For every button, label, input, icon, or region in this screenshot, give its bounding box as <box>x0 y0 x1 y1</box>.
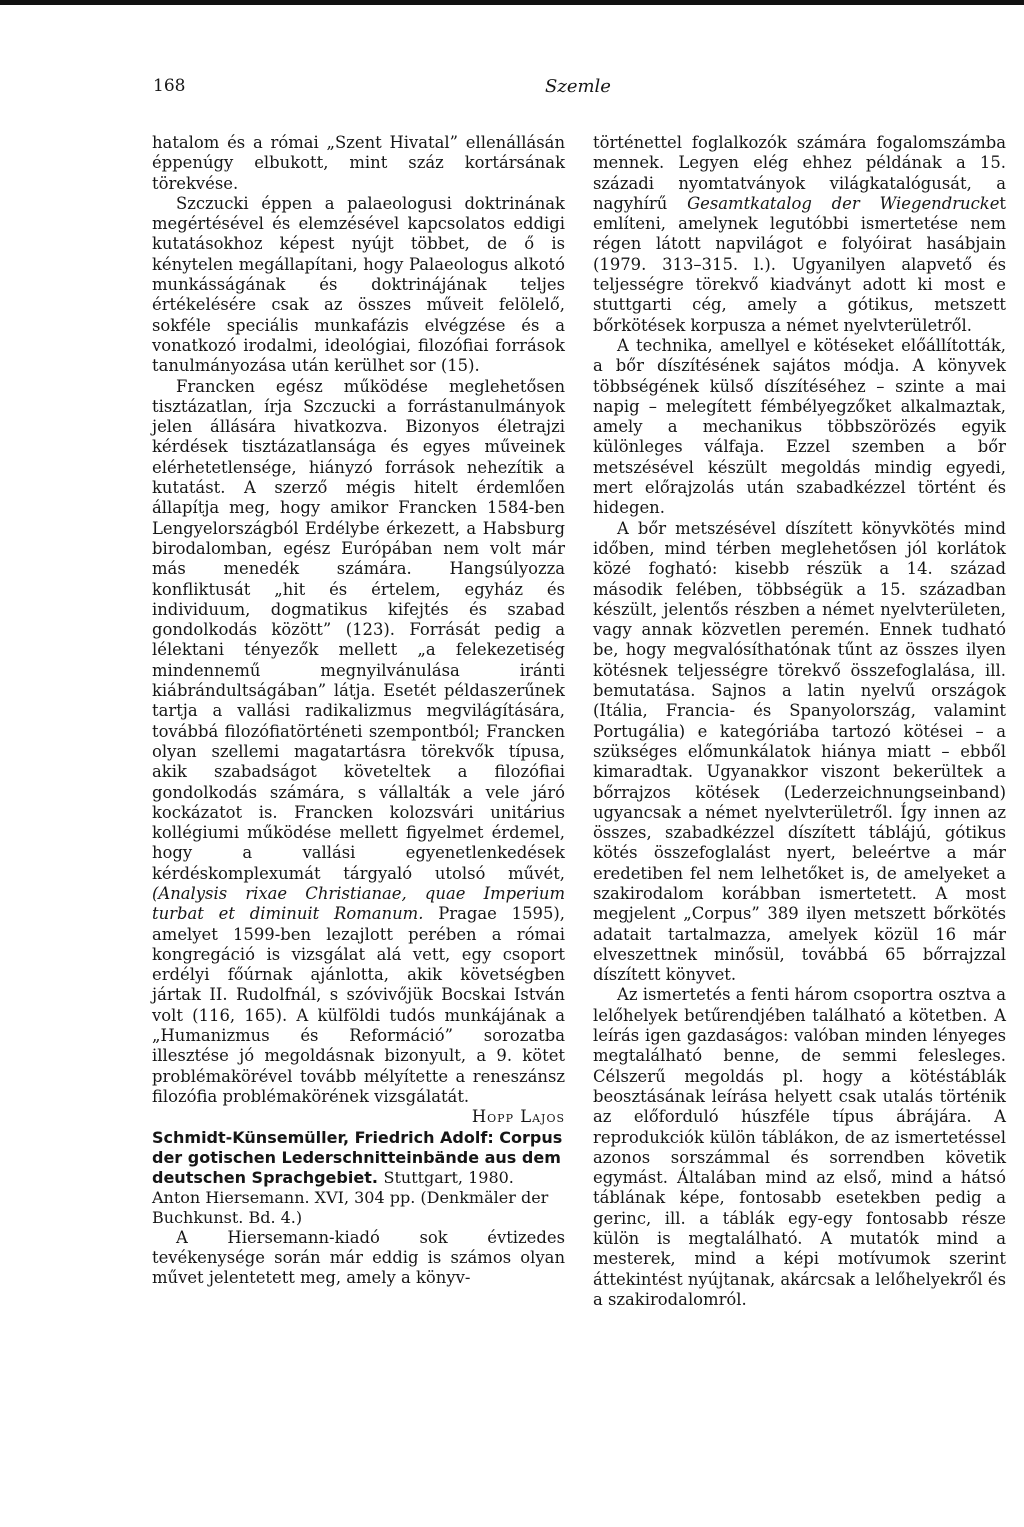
paragraph: Szczucki éppen a palaeologusi doktrinának megértésével és elemzésével kapcsolatos eddigi kutatásokhoz képest nyújt többet, de ő is kénytelen megállapítani, hogy Palaeologus alkotó munkásságának és doktrinájának teljes értékelésére csak az összes műveit felölelő, sokféle speciális munkafázis elvégzése és a vonatkozó irodalmi, ideológiai, filozófiai források tanulmányozása után kerülhet sor (15). <box>152 193 565 376</box>
paragraph: A Hiersemann-kiadó sok évtizedes tevékenysége során már eddig is számos olyan művet jelentetett meg, amely a könyv- <box>152 1227 565 1288</box>
right-column <box>593 133 1006 1310</box>
paragraph <box>593 133 1006 336</box>
left-column <box>152 133 565 1288</box>
paragraph-text: t említeni, amelynek legutóbbi ismertetése nem régen látott napvilágot e folyóirat hasábjain (1979. 313–315. l.). Ugyanilyen alapvető és teljességre törekvő kiadványt adott ki most e stuttgarti cég, amely a gótikus, metszett bőrkötések korpusza a német nyelvterületről. <box>593 193 1006 335</box>
review-publication: Stuttgart, 1980. Anton Hiersemann. XVI, 304 pp. (Denkmäler der Buchkunst. Bd. 4.) <box>152 1167 549 1227</box>
review-heading <box>152 1128 565 1228</box>
book-title: Gesamtkatalog der Wiegendrucke <box>687 193 1000 213</box>
paragraph <box>152 377 565 1108</box>
review-title: Schmidt-Künsemüller, Friedrich Adolf: Corpus der gotischen Lederschnitteinbände aus dem deutschen Sprachgebiet. <box>152 1127 563 1187</box>
page-number: 168 <box>153 76 186 96</box>
paragraph: A technika, amellyel e kötéseket előállították, a bőr díszítésének sajátos módja. A könyvek többségének külső díszítéséhez – szinte a mai napig – melegített fémbélyegzőket alkalmaztak, amely a mechanikus többszörözés egyik különleges válfaja. Ezzel szemben a bőr metszésével készült megoldás mindig egyedi, mert előrajzolás után szabadkézzel történt és hidegen. <box>593 335 1006 518</box>
page-top-edge <box>0 0 1024 5</box>
paragraph-text: Pragae 1595), amelyet 1599-ben lezajlott perében a római kongregáció is vizsgálat alá vett, egy csoport erdélyi főúrnak ajánlotta, akik követségben jártak II. Rudolfnál, s szóvivőjük Bocskai István volt (116, 165). A külföldi tudós munkájának a „Humanizmus és Reformáció” sorozatba illesztése jó megoldásnak bizonyult, a 9. kötet problémakörével tovább mélyítette a reneszánsz filozófia problémakörének vizsgálatát. <box>152 904 565 1106</box>
paragraph: hatalom és a római „Szent Hivatal” ellenállásán éppenúgy elbukott, mint száz kortársának törekvése. <box>152 133 565 193</box>
paragraph: A bőr metszésével díszített könyvkötés mind időben, mind térben meglehetősen jól korlátok közé fogható: kisebb részük a 14. század második felében, többségük a 15. században készült, jelentős részben a német nyelvterületen, vagy annak közvetlen peremén. Ennek tudható be, hogy megvalósíthatónak tűnt az összes ilyen kötésnek teljességre törekvő összefoglalása, ill. bemutatása. Sajnos a latin nyelvű országok (Itália, Francia- és Spanyolország, valamint Portugália) e kategóriába tartozó kötései – a szükséges előmunkálatok hiánya miatt – ebből kimaradtak. Ugyanakkor viszont bekerültek a bőrrajzos kötések (Lederzeichnungseinband) ugyancsak a német nyelvterületről. Így innen az összes, szabadkézzel díszített táblájú, gótikus kötés összefoglalást nyert, beleértve a már eredetiben fel nem lelhetőket is, de amelyeket a szakirodalom korábban ismertetett. A most megjelent „Corpus” 389 ilyen metszett bőrkötés adatait tartalmazza, amelyek közül 16 már elveszettnek minősül, továbbá 65 bőrrajzzal díszített könyvet. <box>593 518 1006 985</box>
paragraph: Az ismertetés a fenti három csoportra osztva a lelőhelyek betűrendjében található a kötetben. A leírás igen gazdaságos: valóban minden lényeges megtalálható benne, de semmi felesleges. Célszerű megoldás pl. hogy a kötéstáblák beosztásának leírása helyett csak utalás történik az előforduló húszféle típus ábrájára. A reprodukciók külön táblákon, de az ismertetéssel azonos sorszámmal és sorrendben követik egymást. Általában mind az első, mind a hátsó táblának képe, fontosabb esetekben pedig a gerinc, ill. a táblák egy-egy fontosabb része külön is megtalálható. A mutatók mind a mesterek, mind a képi motívumok szerint áttekintést nyújtanak, akárcsak a lelőhelyekről és a szakirodalomról. <box>593 985 1006 1309</box>
latin-title: (Analysis rixae Christianae, quae Imperium turbat et diminuit Romanum. <box>152 883 565 924</box>
running-head: Szemle <box>545 76 611 97</box>
paragraph-text: történettel foglalkozók számára fogalomszámba mennek. Legyen elég ehhez példának a 15. századi nyomtatványok világkatalógusát, a nagyhírű <box>593 133 1006 213</box>
author-signature: Hopp Lajos <box>471 1107 565 1127</box>
paragraph-text: Francken egész működése meglehetősen tisztázatlan, írja Szczucki a forrástanulmányok jelen állására hivatkozva. Bizonyos életrajzi kérdések tisztázatlansága és egyes műveinek elérhetetlensége, hiányzó források nehezítik a kutatást. A szerző mégis hitelt érdemlően állapítja meg, hogy amikor Francken 1584-ben Lengyelországból Erdélybe érkezett, a Habsburg birodalomban, egész Európában nem volt már más menedék számára. Hangsúlyozza konfliktusát „hit és értelem, egyház és individuum, dogmatikus kifejtés és szabad gondolkodás között” (123). Forrását pedig a lélektani tényezők mellett „a felekezetiség mindennemű megnyilvánulása iránti kiábrándultságában” látja. Esetét példaszerűnek tartja a vallási radikalizmus megvilágítására, továbbá filozófiatörténeti szempontból; Francken olyan szellemi magatartásra törekvők típusa, akik szabadságot követeltek a filozófiai gondolkodás számára, s vállalták a vele járó kockázatot is. Francken kolozsvári unitárius kollégiumi működése mellett figyelmet érdemel, hogy a vallási egyenetlenkedések kérdéskomplexumát tárgyaló utolsó művét, <box>152 376 565 883</box>
